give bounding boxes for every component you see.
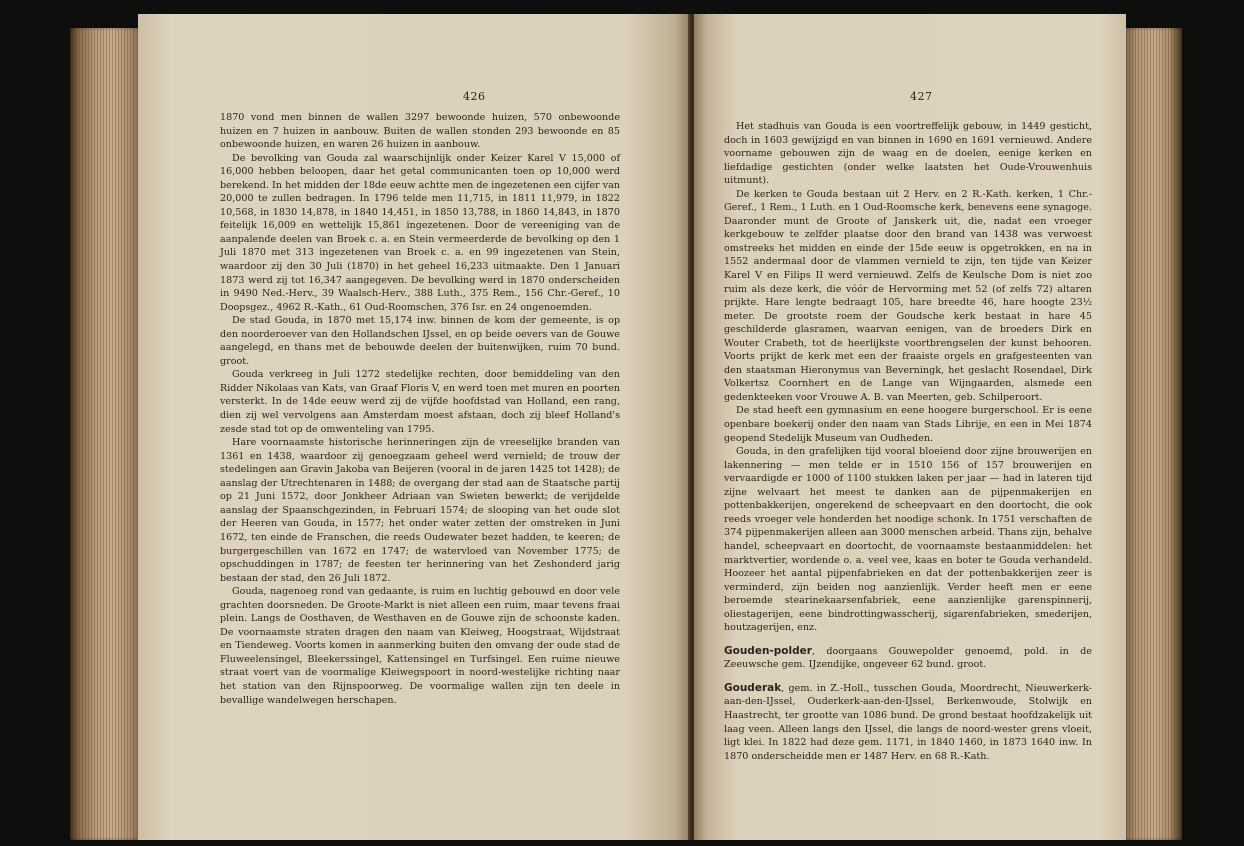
paragraph: De stad heeft een gymnasium en eene hoogere burgerschool. Er is eene openbare boekerij onder den naam van Stads Librije, en een in Mei 1874 geopend Stedelijk Museum van Oudheden. (724, 405, 1092, 444)
dictionary-entry (724, 645, 1092, 672)
paragraph: De stad Gouda, in 1870 met 15,174 inw. binnen de kom der gemeente, is op den noorderoever van den Hollandschen IJssel, en op beide oevers van de Gouwe aangelegd, en thans met de bebouwde deelen der buitenwijken, ruim 70 bund. groot. (220, 315, 620, 367)
paragraph: Het stadhuis van Gouda is een voortreffelijk gebouw, in 1449 gesticht, doch in 1603 gewijzigd en van binnen in 1690 en 1691 vernieuwd. Andere voorname gebouwen zijn de waag en de doelen, eenige kerken en liefdadige gestichten (onder welke laatsten het Oude-Vrouwenhuis uitmunt). (724, 121, 1092, 187)
page-number-left: 426 (463, 90, 486, 103)
paragraph: 1870 vond men binnen de wallen 3297 bewoonde huizen, 570 onbewoonde huizen en 7 huizen in aanbouw. Buiten de wallen stonden 293 bewoonde en 85 onbewoonde huizen, en waren 26 huizen in aanbouw. (220, 112, 620, 151)
left-page-edges (70, 28, 142, 840)
left-page (138, 14, 691, 840)
paragraph: Gouda verkreeg in Juli 1272 stedelijke rechten, door bemiddeling van den Ridder Nikolaas van Kats, van Graaf Floris V, en werd toen met muren en poorten versterkt. In de 14de eeuw werd zij de vijfde hoofdstad van Holland, een rang, dien zij wel vervolgens aan Amsterdam moest afstaan, doch zij bleef Holland's zesde stad tot op de omwenteling van 1795. (220, 369, 620, 435)
dictionary-entry (724, 682, 1092, 763)
open-book (70, 10, 1182, 842)
paragraph: Gouda, in den grafelijken tijd vooral bloeiend door zijne brouwerijen en lakennering — men telde er in 1510 156 of 157 brouwerijen en vervaardigde er 1000 of 1100 stukken laken per jaar — had in lateren tijd zijne welvaart het meest te danken aan de pijpenmakerijen en pottenbakkerijen, ongerekend de scheepvaart en den doortocht, die ook reeds vroeger vele honderden het noodige schonk. In 1751 verschaften de 374 pijpenmakerijen alleen aan 3000 menschen arbeid. Thans zijn, behalve handel, scheepvaart en doortocht, de voornaamste bestaanmiddelen: het marktvertier, wordende o. a. veel vee, kaas en boter te Gouda verhandeld. Hoozeer het aantal pijpenfabrieken en dat der pottenbakkerijen zeer is verminderd, zijn beiden nog aanzienlijk. Verder heeft men er eene beroemde stearinekaarsenfabriek, eene aanzienlijke garenspinnerij, oliestagerijen, eene bindrottingwasscherij, sigarenfabrieken, smederijen, houtzagerijen, enz. (724, 446, 1092, 634)
right-page-text (724, 120, 1092, 763)
right-page (694, 14, 1126, 840)
entry-headword: Gouden-polder (724, 644, 812, 657)
left-page-text (220, 111, 620, 707)
entry-headword: Gouderak (724, 681, 782, 694)
paragraph: Hare voornaamste historische herinneringen zijn de vreeselijke branden van 1361 en 1438, waardoor zij genoegzaam geheel werd vernield; de trouw der stedelingen aan Gravin Jakoba van Beijeren (vooral in de jaren 1425 tot 1428); de aanslag der Utrechtenaren in 1488; de overgang der stad aan de Staatsche partij op 21 Juni 1572, door Jonkheer Adriaan van Swieten bewerkt; de verijdelde aanslag der Spaanschgezinden, in Februari 1574; de slooping van het oude slot der Heeren van Gouda, in 1577; het onder water zetten der omstreken in Juni 1672, ten einde de Franschen, die reeds Oudewater bezet hadden, te keeren; de burgergeschillen van 1672 en 1747; de watervloed van November 1775; de opschuddingen in 1787; de feesten ter herinnering van het Zeshonderd jarig bestaan der stad, den 26 Juli 1872. (220, 437, 620, 584)
paragraph: De bevolking van Gouda zal waarschijnlijk onder Keizer Karel V 15,000 of 16,000 hebben beloopen, daar het getal communicanten toen op 10,000 werd berekend. In het midden der 18de eeuw achtte men de ingezetenen een cijfer van 20,000 te zullen bedragen. In 1796 telde men 11,715, in 1811 11,979, in 1822 10,568, in 1830 14,878, in 1840 14,451, in 1850 13,788, in 1860 14,843, in 1870 feitelijk 16,009 en wettelijk 15,861 ingezetenen. Door de vereeniging van de aanpalende deelen van Broek c. a. en Stein vermeerderde de bevolking op den 1 Juli 1870 met 313 ingezetenen van Broek c. a. en 99 ingezetenen van Stein, waardoor zij den 30 Juli (1870) in het geheel 16,233 uitmaakte. Den 1 Januari 1873 werd zij tot 16,347 aangegeven. De bevolking werd in 1870 onderscheiden in 9490 Ned.-Herv., 39 Waalsch-Herv., 388 Luth., 375 Rem., 156 Chr.-Geref., 10 Doopsgez., 4962 R.-Kath., 61 Oud-Roomschen, 376 Isr. en 24 ongenoemden. (220, 152, 620, 313)
entry-text: , gem. in Z.-Holl., tusschen Gouda, Moordrecht, Nieuwerkerk-aan-den-IJssel, Ouderkerk-aan-den-IJssel, Berkenwoude, Stolwijk en Haastrecht, ter grootte van 1086 bund. De grond bestaat hoofdzakelijk uit laag veen. Alleen langs den IJssel, die langs de noord-wester grens vloeit, ligt klei. In 1822 had deze gem. 1171, in 1840 1460, in 1873 1640 inw. In 1870 onderscheidde men er 1487 Herv. en 68 R.-Kath. (724, 682, 1092, 762)
right-page-edges (1122, 28, 1182, 840)
entry-text: , doorgaans Gouwepolder genoemd, pold. in de Zeeuwsche gem. IJzendijke, ongeveer 62 bund. groot. (724, 645, 1092, 671)
paragraph: De kerken te Gouda bestaan uit 2 Herv. en 2 R.-Kath. kerken, 1 Chr.-Geref., 1 Rem., 1 Luth. en 1 Oud-Roomsche kerk, benevens eene synagoge. Daaronder munt de Groote of Janskerk uit, die, nadat een vroeger kerkgebouw te zelfder plaatse door den brand van 1438 was verwoest omstreeks het midden en einde der 15de eeuw is opgetrokken, en na in 1552 andermaal door de vlammen vernield te zijn, ten tijde van Keizer Karel V en Filips II werd vernieuwd. Zelfs de Keulsche Dom is niet zoo ruim als deze kerk, die vóór de Hervorming met 52 (of zelfs 72) altaren prijkte. Hare lengte bedraagt 105, hare breedte 46, hare hoogte 23½ meter. De grootste roem der Goudsche kerk bestaat in hare 45 geschilderde glasramen, waarvan eenigen, van de broeders Dirk en Wouter Crabeth, tot de heerlijkste voortbrengselen der kunst behooren. Voorts prijkt de kerk met een der fraaiste orgels en grafgesteenten van den staatsman Hieronymus van Beverningk, het geslacht Rosendael, Dirk Volkertsz Coornhert en de Lange van Wijngaarden, alsmede een gedenkteeken voor Vrouwe A. B. van Meerten, geb. Schilperoort. (724, 188, 1092, 403)
page-number-right: 427 (910, 90, 933, 103)
paragraph: Gouda, nagenoeg rond van gedaante, is ruim en luchtig gebouwd en door vele grachten doorsneden. De Groote-Markt is niet alleen een ruim, maar tevens fraai plein. Langs de Oosthaven, de Westhaven en de Gouwe zijn de schoonste kaden. De voornaamste straten dragen den naam van Kleiweg, Hoogstraat, Wijdstraat en Tiendeweg. Voorts komen in aanmerking buiten den omvang der oude stad de Fluweelensingel, Bleekerssingel, Kattensingel en Turfsingel. Een ruime nieuwe straat voert van de voormalige Kleiwegspoort in noord-westelijke richting naar het station van den Rijnspoorweg. De voormalige wallen zijn ten deele in bevallige wandelwegen herschapen. (220, 586, 620, 706)
